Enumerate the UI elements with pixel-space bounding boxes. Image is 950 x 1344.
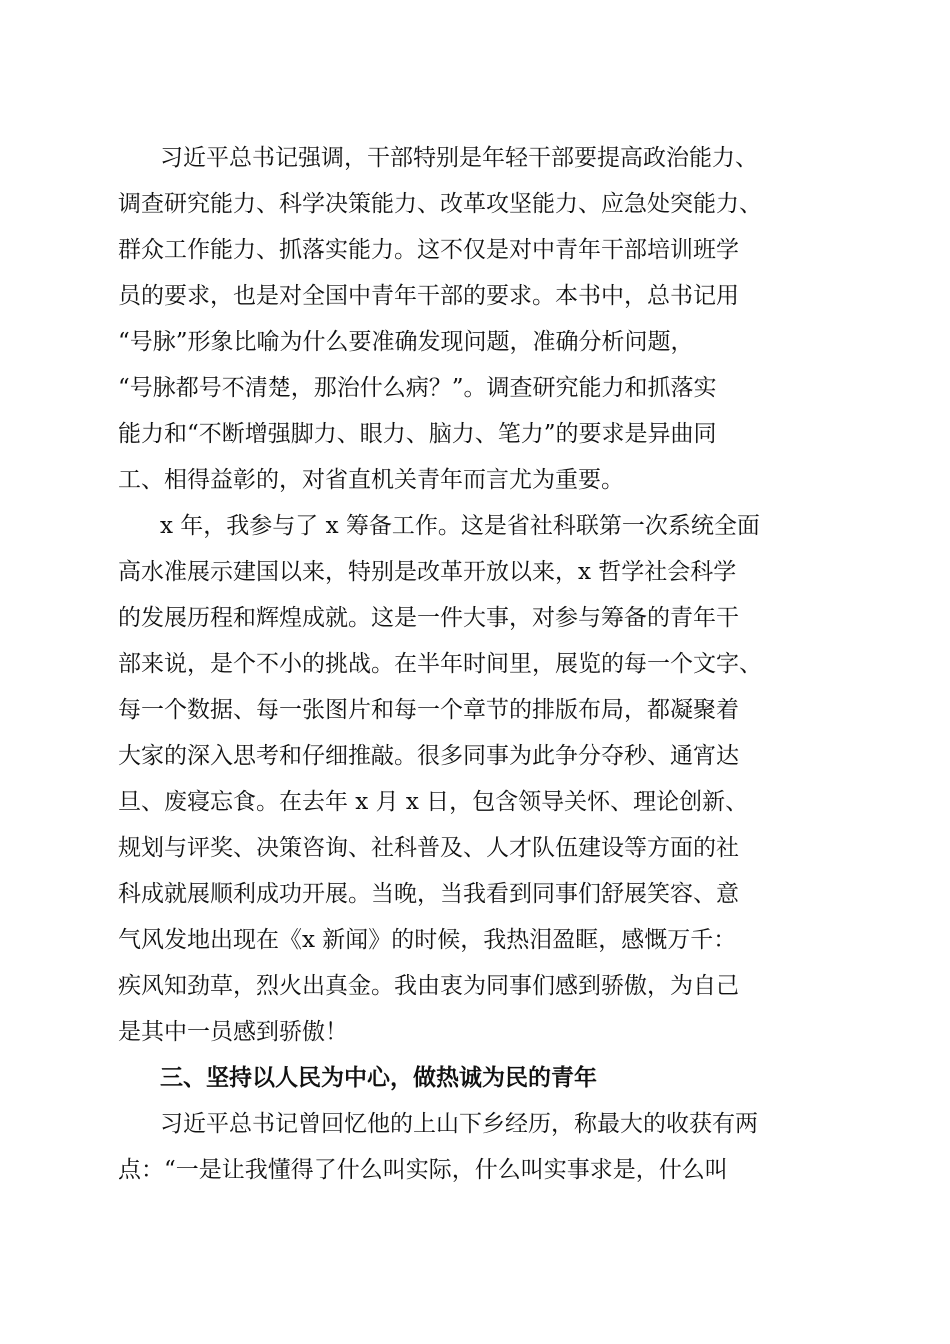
paragraph-1-line-6: “号脉都号不清楚，那治什么病？”。调查研究能力和抓落实 xyxy=(118,375,717,401)
paragraph-2-line-6: 大家的深入思考和仔细推敲。很多同事为此争分夺秒、通宵达 xyxy=(118,743,739,769)
paragraph-2-line-1: x 年，我参与了 x 筹备工作。这是省社科联第一次系统全面 xyxy=(160,513,760,539)
paragraph-1-line-3: 群众工作能力、抓落实能力。这不仅是对中青年干部培训班学 xyxy=(118,237,739,263)
section-heading: 三、坚持以人民为中心，做热诚为民的青年 xyxy=(160,1065,597,1091)
paragraph-2-line-9: 科成就展顺利成功开展。当晚，当我看到同事们舒展笑容、意 xyxy=(118,881,739,907)
paragraph-2-line-2: 高水准展示建国以来，特别是改革开放以来，x 哲学社会科学 xyxy=(118,559,737,585)
paragraph-2-line-4: 部来说，是个不小的挑战。在半年时间里，展览的每一个文字、 xyxy=(118,651,762,677)
paragraph-2-line-5: 每一个数据、每一张图片和每一个章节的排版布局，都凝聚着 xyxy=(118,697,739,723)
paragraph-2-line-11: 疾风知劲草，烈火出真金。我由衷为同事们感到骄傲，为自己 xyxy=(118,973,739,999)
paragraph-2-line-3: 的发展历程和辉煌成就。这是一件大事，对参与筹备的青年干 xyxy=(118,605,739,631)
paragraph-2-line-12: 是其中一员感到骄傲！ xyxy=(118,1019,348,1045)
paragraph-1-line-8: 工、相得益彰的，对省直机关青年而言尤为重要。 xyxy=(118,467,624,493)
paragraph-2-line-10: 气风发地出现在《x 新闻》的时候，我热泪盈眶，感慨万千： xyxy=(118,927,737,953)
paragraph-1-line-1: 习近平总书记强调，干部特别是年轻干部要提高政治能力、 xyxy=(160,145,758,171)
paragraph-3-line-2: 点：“一是让我懂得了什么叫实际，什么叫实事求是，什么叫 xyxy=(118,1157,728,1183)
paragraph-1-line-4: 员的要求，也是对全国中青年干部的要求。本书中，总书记用 xyxy=(118,283,739,309)
paragraph-1-line-5: “号脉”形象比喻为什么要准确发现问题，准确分析问题， xyxy=(118,329,694,355)
paragraph-3-line-1: 习近平总书记曾回忆他的上山下乡经历，称最大的收获有两 xyxy=(160,1111,758,1137)
paragraph-2-line-8: 规划与评奖、决策咨询、社科普及、人才队伍建设等方面的社 xyxy=(118,835,739,861)
paragraph-1-line-7: 能力和“不断增强脚力、眼力、脑力、笔力”的要求是异曲同 xyxy=(118,421,717,447)
paragraph-2-line-7: 旦、废寝忘食。在去年 x 月 x 日，包含领导关怀、理论创新、 xyxy=(118,789,749,815)
paragraph-1-line-2: 调查研究能力、科学决策能力、改革攻坚能力、应急处突能力、 xyxy=(118,191,762,217)
